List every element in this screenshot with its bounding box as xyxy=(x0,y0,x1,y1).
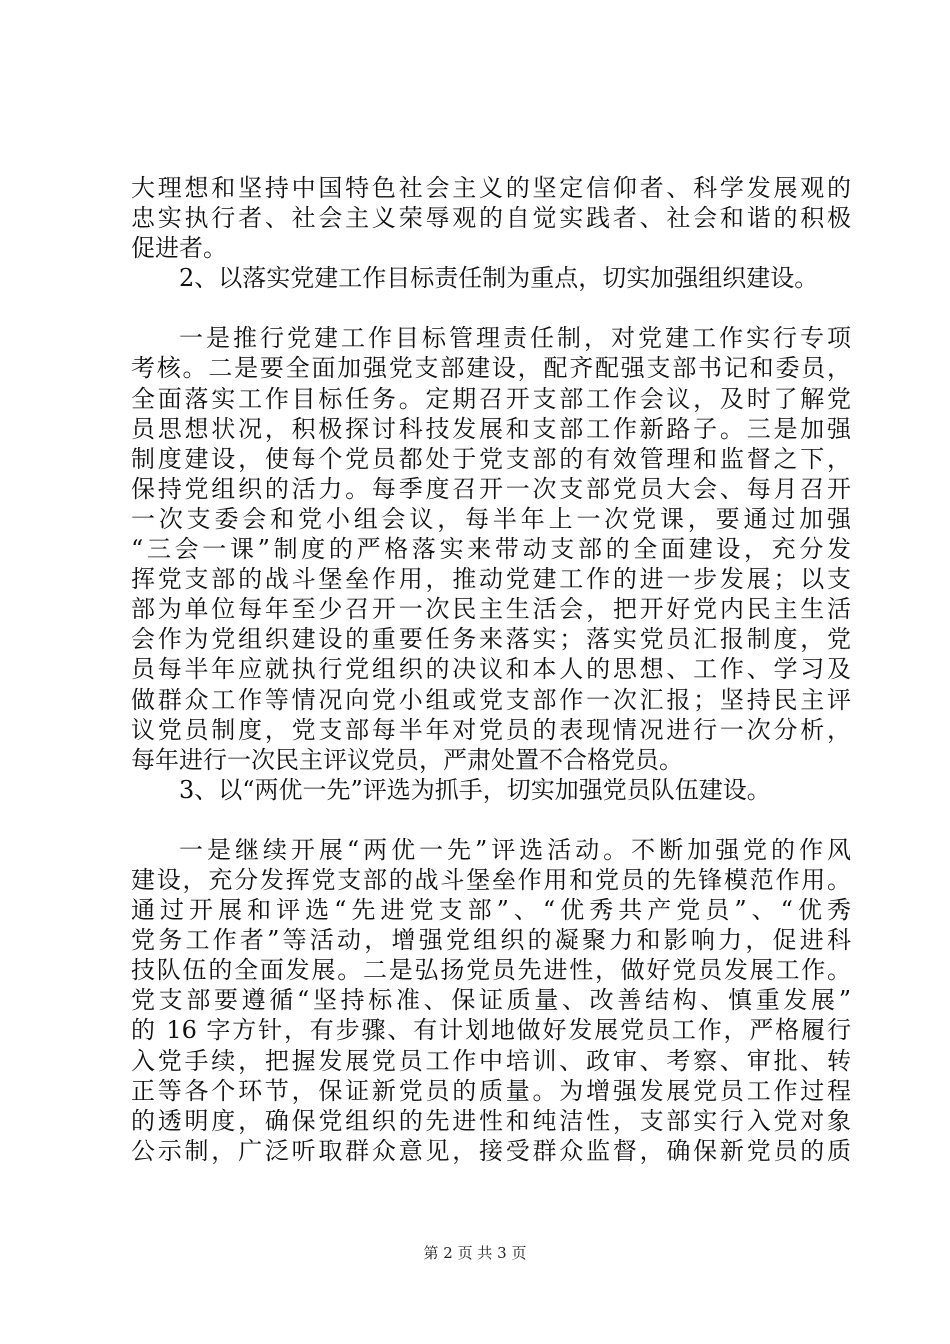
text-line: 员每半年应就执行党组织的决议和本人的思想、工作、学习及 xyxy=(131,655,851,684)
section-heading-3: 3、以“两优一先”评选为抓手，切实加强党员队伍建设。 xyxy=(179,775,771,804)
paragraph-gap xyxy=(131,293,851,323)
text-line: 议党员制度，党支部每半年对党员的表现情况进行一次分析， xyxy=(131,715,851,744)
text-line: 会作为党组织建设的重要任务来落实；落实党员汇报制度，党 xyxy=(131,625,851,654)
text-line: 正等各个环节，保证新党员的质量。为增强发展党员工作过程 xyxy=(131,1076,851,1105)
paragraph-gap xyxy=(131,805,851,835)
text-line: 的 16 字方针，有步骤、有计划地做好发展党员工作，严格履行 xyxy=(131,1016,851,1045)
text-line: 全面落实工作目标任务。定期召开支部工作会议，及时了解党 xyxy=(131,384,851,413)
text-line: 挥党支部的战斗堡垒作用，推动党建工作的进一步发展；以支 xyxy=(131,565,851,594)
text-line: 做群众工作等情况向党小组或党支部作一次汇报；坚持民主评 xyxy=(131,685,851,714)
text-line: 每年进行一次民主评议党员，严肃处置不合格党员。 xyxy=(131,745,683,774)
text-line: 促进者。 xyxy=(131,234,227,263)
text-line: 党务工作者”等活动，增强党组织的凝聚力和影响力，促进科 xyxy=(131,926,851,955)
text-line: 忠实执行者、社会主义荣辱观的自觉实践者、社会和谐的积极 xyxy=(131,204,851,233)
text-line: 党支部要遵循“坚持标准、保证质量、改善结构、慎重发展” xyxy=(131,986,851,1015)
text-line: 一是继续开展“两优一先”评选活动。不断加强党的作风 xyxy=(179,835,851,864)
text-line: 员思想状况，积极探讨科技发展和支部工作新路子。三是加强 xyxy=(131,414,851,443)
text-line: 一是推行党建工作目标管理责任制，对党建工作实行专项 xyxy=(179,324,851,353)
text-line: 公示制，广泛听取群众意见，接受群众监督，确保新党员的质 xyxy=(131,1136,851,1165)
text-line: 一次支委会和党小组会议，每半年上一次党课，要通过加强 xyxy=(131,504,851,533)
section-heading-2: 2、以落实党建工作目标责任制为重点，切实加强组织建设。 xyxy=(179,264,819,293)
text-line: 大理想和坚持中国特色社会主义的坚定信仰者、科学发展观的 xyxy=(131,174,851,202)
text-line: 入党手续，把握发展党员工作中培训、政审、考察、审批、转 xyxy=(131,1046,851,1075)
text-line: 保持党组织的活力。每季度召开一次支部党员大会、每月召开 xyxy=(131,474,851,503)
text-line: 通过开展和评选“先进党支部”、“优秀共产党员”、“优秀 xyxy=(131,896,851,925)
text-line: 的透明度，确保党组织的先进性和纯洁性，支部实行入党对象 xyxy=(131,1106,851,1135)
text-line: 建设，充分发挥党支部的战斗堡垒作用和党员的先锋模范作用。 xyxy=(131,865,851,894)
text-line: 制度建设，使每个党员都处于党支部的有效管理和监督之下， xyxy=(131,444,851,473)
text-line: 部为单位每年至少召开一次民主生活会，把开好党内民主生活 xyxy=(131,595,851,624)
text-line: “三会一课”制度的严格落实来带动支部的全面建设，充分发 xyxy=(131,535,851,564)
text-line: 技队伍的全面发展。二是弘扬党员先进性，做好党员发展工作。 xyxy=(131,956,851,985)
document-body xyxy=(131,173,851,1166)
page-number-footer: 第 2 页 共 3 页 xyxy=(423,1244,527,1262)
text-line: 考核。二是要全面加强党支部建设，配齐配强支部书记和委员， xyxy=(131,354,851,383)
